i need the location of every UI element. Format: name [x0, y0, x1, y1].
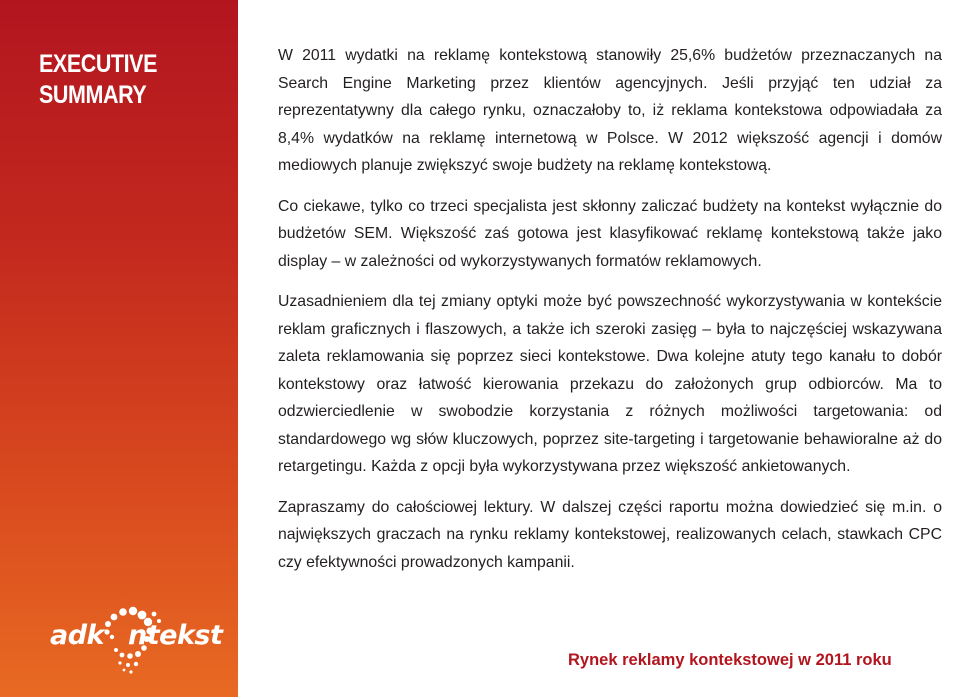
logo-wordmark [50, 620, 222, 651]
adkontekst-logo [50, 606, 230, 676]
logo-text-end: ntekst [128, 620, 223, 651]
logo-text-start: adk [50, 620, 105, 651]
report-footer-title: Rynek reklamy kontekstowej w 2011 roku [568, 651, 892, 669]
sidebar [0, 0, 238, 697]
section-title: EXECUTIVE SUMMARY [39, 50, 157, 109]
paragraph-2: Co ciekawe, tylko co trzeci specjalista jest skłonny zaliczać budżety na kontekst wyłącznie do budżetów SEM. Większość zaś gotowa jest klasyfikować reklamę kontekstową także jako display – w zależności od wykorzystywanych formatów reklamowych. [278, 197, 942, 270]
paragraph-3: Uzasadnieniem dla tej zmiany optyki może być powszechność wykorzystywania w kontekście reklam graficznych i flaszowych, a także ich szeroki zasięg – była to najczęściej wskazywana zaleta reklamowania się poprzez sieci kontekstowe. Dwa kolejne atuty tego kanału to dobór kontekstowy oraz łatwość kierowania przekazu do założonych grup odbiorców. Ma to odzwierciedlenie w swobodzie korzystania z różnych możliwości targetowania: od standardowego wg słów kluczowych, poprzez site-targeting i targetowanie behawioralne aż do retargetingu. Każda z opcji była wykorzystywana przez większość ankietowanych. [278, 293, 942, 475]
paragraph-1: W 2011 wydatki na reklamę kontekstową stanowiły 25,6% budżetów przeznaczanych na Search Engine Marketing przez klientów agencyjnych. Jeśli przyjąć ten udział za reprezentatywny dla całego rynku, oznaczałoby to, iż reklama kontekstowa odpowiadała za 8,4% wydatków na reklamę internetową w Polsce. W 2012 większość agencji i domów mediowych planuje zwiększyć swoje budżety na reklamę kontekstową. [278, 47, 942, 174]
summary-body [278, 42, 942, 589]
paragraph-4: Zapraszamy do całościowej lektury. W dalszej części raportu można dowiedzieć się m.in. o największych graczach na rynku reklamy kontekstowej, realizowanych celach, stawkach CPC czy efektywności prowadzonych kampanii. [278, 498, 942, 571]
